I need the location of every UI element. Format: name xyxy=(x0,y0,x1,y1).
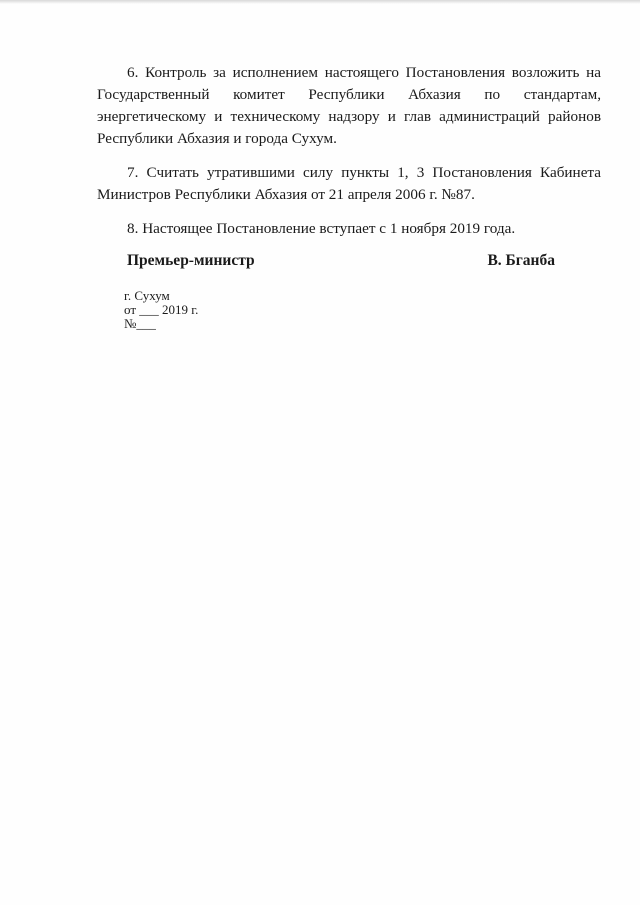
date-line: от ___ 2019 г. xyxy=(124,302,199,317)
signatory-name: В. Бганба xyxy=(487,252,555,269)
signatory-position: Премьер-министр xyxy=(127,252,255,269)
scan-edge xyxy=(0,0,640,4)
number-line: №___ xyxy=(124,316,156,331)
document-body xyxy=(97,62,601,252)
paragraph-6: 6. Контроль за исполнением настоящего Постановления возложить на Государственный комитет Республики Абхазия по стандартам, энергетическому и техническому надзору и глав администраций районов Республики Абхазия и города Сухум. xyxy=(97,64,601,147)
paragraph-7: 7. Считать утратившими силу пункты 1, 3 Постановления Кабинета Министров Республики Абхазия от 21 апреля 2006 г. №87. xyxy=(97,164,601,203)
city-line: г. Сухум xyxy=(124,288,170,303)
signature-block xyxy=(127,252,555,274)
place-date-block xyxy=(124,289,198,331)
paragraph-8: 8. Настоящее Постановление вступает с 1 ноября 2019 года. xyxy=(127,220,516,237)
